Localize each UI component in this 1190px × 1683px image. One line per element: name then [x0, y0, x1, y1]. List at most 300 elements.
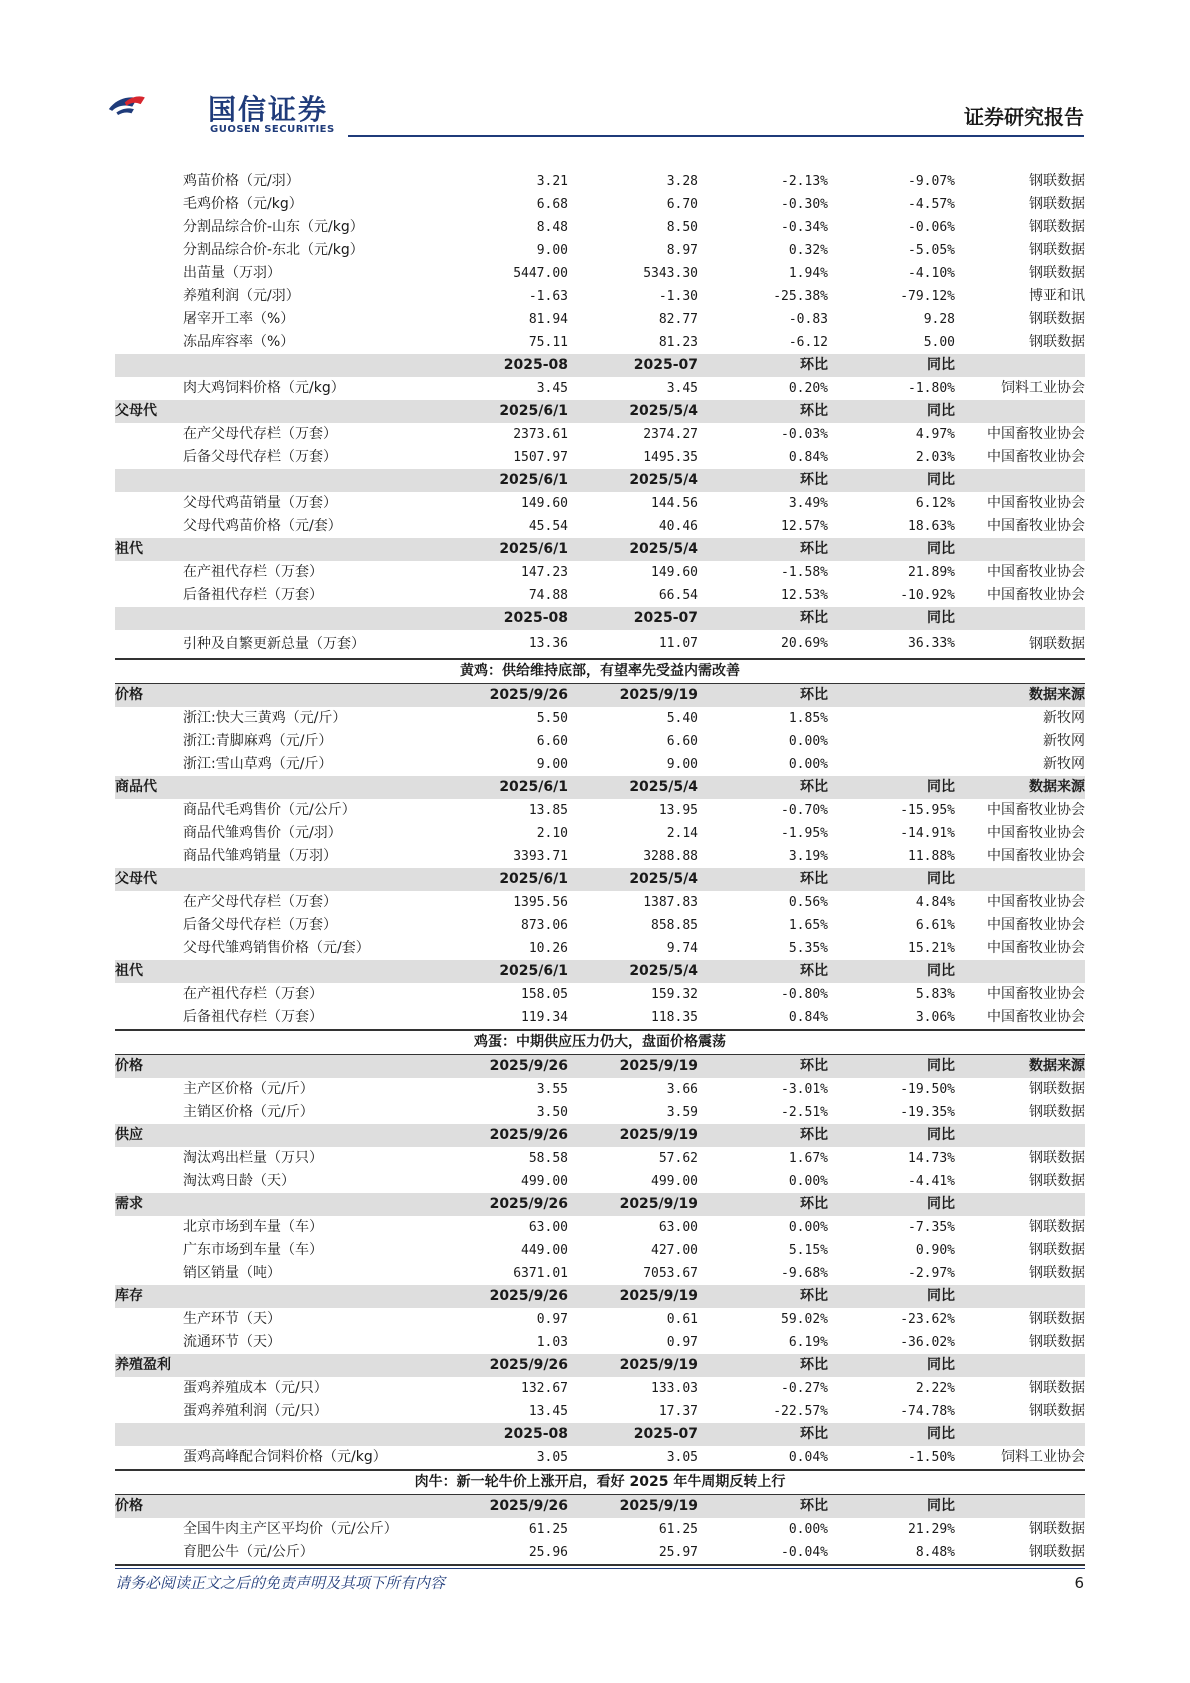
yoy-header: 同比	[828, 1193, 955, 1216]
previous-value: 9.00	[666, 757, 698, 772]
indent-cell	[115, 753, 183, 776]
mom-header: 环比	[698, 868, 828, 891]
source-header: 数据来源	[955, 1055, 1085, 1079]
data-source: 中国畜牧业协会	[987, 894, 1085, 910]
previous-value: 17.37	[658, 1404, 698, 1419]
current-period-header: 2025/6/1	[428, 538, 568, 561]
data-source: 钢联数据	[1029, 1242, 1085, 1258]
column-header-row	[115, 354, 1085, 377]
previous-value: 8.97	[666, 243, 698, 258]
table-row	[115, 630, 1085, 659]
indent-cell	[115, 308, 183, 331]
mom-change: 5.35%	[788, 941, 828, 956]
indicator-label: 后备父母代存栏（万套）	[183, 449, 337, 465]
current-value: 158.05	[521, 987, 568, 1002]
yoy-header: 同比	[828, 400, 955, 423]
data-source: 饲料工业协会	[1001, 1449, 1085, 1465]
yoy-change: -4.57%	[908, 197, 955, 212]
mom-header: 环比	[698, 1423, 828, 1446]
table-row	[115, 799, 1085, 822]
mom-change: 12.57%	[781, 519, 828, 534]
yoy-header: 同比	[828, 469, 955, 492]
column-header-row	[115, 1055, 1085, 1079]
yoy-header: 同比	[828, 1423, 955, 1446]
category-label	[115, 1423, 428, 1446]
indent-cell	[115, 331, 183, 354]
previous-period-header: 2025/5/4	[568, 538, 698, 561]
yoy-change: -19.50%	[900, 1082, 955, 1097]
indent-cell	[115, 515, 183, 538]
previous-value: 3288.88	[643, 849, 698, 864]
indent-cell	[115, 1078, 183, 1101]
table-row	[115, 262, 1085, 285]
category-label: 父母代	[115, 868, 428, 891]
indicator-label: 浙江:快大三黄鸡（元/斤）	[183, 710, 347, 726]
yoy-change: -9.07%	[908, 174, 955, 189]
previous-value: 7053.67	[643, 1266, 698, 1281]
yoy-change: -15.95%	[900, 803, 955, 818]
yoy-change: -7.35%	[908, 1220, 955, 1235]
indicator-label: 出苗量（万羽）	[183, 265, 281, 281]
source-header	[955, 400, 1085, 423]
current-value: 499.00	[521, 1174, 568, 1189]
indicator-label: 父母代雏鸡销售价格（元/套）	[183, 940, 370, 956]
table-row	[115, 1400, 1085, 1423]
current-value: 449.00	[521, 1243, 568, 1258]
previous-value: 2374.27	[643, 427, 698, 442]
mom-header: 环比	[698, 538, 828, 561]
yoy-change: -1.50%	[908, 1450, 955, 1465]
indent-cell	[115, 1101, 183, 1124]
indent-cell	[115, 730, 183, 753]
current-period-header: 2025/6/1	[428, 400, 568, 423]
data-source: 钢联数据	[1029, 1173, 1085, 1189]
previous-value: 3.66	[666, 1082, 698, 1097]
table-row	[115, 170, 1085, 193]
current-value: 75.11	[528, 335, 568, 350]
table-row	[115, 561, 1085, 584]
source-header	[955, 538, 1085, 561]
table-row	[115, 1170, 1085, 1193]
data-source: 钢联数据	[1029, 1334, 1085, 1350]
indicator-label: 父母代鸡苗销量（万套）	[183, 495, 337, 511]
indicator-label: 浙江:青脚麻鸡（元/斤）	[183, 733, 333, 749]
current-value: 9.00	[536, 243, 568, 258]
current-period-header: 2025/9/26	[428, 1193, 568, 1216]
mom-change: 59.02%	[781, 1312, 828, 1327]
mom-change: -0.80%	[781, 987, 828, 1002]
mom-change: 0.84%	[788, 450, 828, 465]
data-source: 中国畜牧业协会	[987, 825, 1085, 841]
indent-cell	[115, 492, 183, 515]
yoy-change: 14.73%	[908, 1151, 955, 1166]
data-source: 新牧网	[1043, 710, 1085, 726]
mom-header: 环比	[698, 960, 828, 983]
previous-value: 5343.30	[643, 266, 698, 281]
indent-cell	[115, 1239, 183, 1262]
current-value: 3.50	[536, 1105, 568, 1120]
yoy-change	[828, 730, 955, 753]
indicator-label: 冻品库容率（%）	[183, 334, 295, 350]
data-source: 钢联数据	[1029, 1380, 1085, 1396]
logo-en-text: GUOSEN SECURITIES	[210, 124, 335, 135]
table-row	[115, 1331, 1085, 1354]
indicator-label: 生产环节（天）	[183, 1311, 281, 1327]
data-source: 中国畜牧业协会	[987, 802, 1085, 818]
mom-change: 3.49%	[788, 496, 828, 511]
yoy-change: -74.78%	[900, 1404, 955, 1419]
current-value: 3.55	[536, 1082, 568, 1097]
indicator-label: 淘汰鸡出栏量（万只）	[183, 1150, 323, 1166]
previous-value: 149.60	[651, 565, 698, 580]
previous-period-header: 2025-07	[568, 607, 698, 630]
indent-cell	[115, 1541, 183, 1565]
yoy-header: 同比	[828, 1055, 955, 1079]
table-body	[115, 170, 1085, 1565]
column-header-row	[115, 400, 1085, 423]
previous-value: 144.56	[651, 496, 698, 511]
current-period-header: 2025/6/1	[428, 960, 568, 983]
source-header	[955, 1423, 1085, 1446]
current-value: 132.67	[521, 1381, 568, 1396]
previous-value: 0.61	[666, 1312, 698, 1327]
current-value: 13.85	[528, 803, 568, 818]
data-source: 中国畜牧业协会	[987, 518, 1085, 534]
data-source: 中国畜牧业协会	[987, 917, 1085, 933]
table-row	[115, 1446, 1085, 1470]
data-source: 钢联数据	[1029, 1104, 1085, 1120]
indent-cell	[115, 1006, 183, 1030]
table-row	[115, 1078, 1085, 1101]
table-row	[115, 423, 1085, 446]
indent-cell	[115, 561, 183, 584]
yoy-change: -4.41%	[908, 1174, 955, 1189]
current-value: 2.10	[536, 826, 568, 841]
current-value: 1507.97	[513, 450, 568, 465]
indicator-label: 主销区价格（元/斤）	[183, 1104, 314, 1120]
indent-cell	[115, 1400, 183, 1423]
data-source: 钢联数据	[1029, 1219, 1085, 1235]
column-header-row	[115, 960, 1085, 983]
mom-change: -0.04%	[698, 1541, 828, 1565]
data-source: 中国畜牧业协会	[987, 1009, 1085, 1025]
current-value: 10.26	[528, 941, 568, 956]
mom-change: -0.70%	[781, 803, 828, 818]
page-number: 6	[1074, 1574, 1084, 1592]
previous-period-header: 2025/9/19	[568, 1495, 698, 1519]
mom-change: -0.83	[788, 312, 828, 327]
indent-cell	[115, 216, 183, 239]
indent-cell	[115, 799, 183, 822]
category-label: 祖代	[115, 538, 428, 561]
data-source: 中国畜牧业协会	[987, 986, 1085, 1002]
current-period-header: 2025/9/26	[428, 1124, 568, 1147]
mom-header: 环比	[698, 684, 828, 708]
indicator-label: 分割品综合价-山东（元/kg）	[183, 219, 364, 235]
indicator-label: 商品代毛鸡售价（元/公斤）	[183, 802, 356, 818]
category-label: 商品代	[115, 776, 428, 799]
previous-value: 5.40	[666, 711, 698, 726]
category-label: 供应	[115, 1124, 428, 1147]
indent-cell	[115, 983, 183, 1006]
previous-period-header: 2025/5/4	[568, 400, 698, 423]
previous-value: 82.77	[658, 312, 698, 327]
table-row	[115, 446, 1085, 469]
previous-value: 3.28	[666, 174, 698, 189]
indent-cell	[115, 1308, 183, 1331]
indent-cell	[115, 446, 183, 469]
current-value: 3.05	[536, 1450, 568, 1465]
source-header	[955, 1354, 1085, 1377]
indent-cell	[115, 1331, 183, 1354]
table-row	[115, 1308, 1085, 1331]
source-header	[955, 1285, 1085, 1308]
data-source: 钢联数据	[1029, 334, 1085, 350]
category-label	[115, 607, 428, 630]
column-header-row	[115, 1495, 1085, 1519]
data-source: 博亚和讯	[1029, 288, 1085, 304]
previous-value: 66.54	[658, 588, 698, 603]
indent-cell	[115, 707, 183, 730]
yoy-header: 同比	[828, 1285, 955, 1308]
current-period-header: 2025-08	[428, 1423, 568, 1446]
previous-period-header: 2025/5/4	[568, 776, 698, 799]
yoy-change: -5.05%	[908, 243, 955, 258]
source-header	[955, 1193, 1085, 1216]
yoy-header: 同比	[828, 1495, 955, 1519]
category-label: 价格	[115, 1055, 428, 1079]
column-header-row	[115, 1285, 1085, 1308]
previous-value: 3.05	[666, 1450, 698, 1465]
indent-cell	[115, 1377, 183, 1400]
mom-change: 6.19%	[788, 1335, 828, 1350]
indent-cell	[115, 937, 183, 960]
yoy-header: 同比	[828, 776, 955, 799]
current-value: 74.88	[528, 588, 568, 603]
current-value: 5.50	[536, 711, 568, 726]
previous-period-header: 2025-07	[568, 354, 698, 377]
data-source: 饲料工业协会	[1001, 380, 1085, 396]
table-row	[115, 937, 1085, 960]
table-row	[115, 1377, 1085, 1400]
current-value: 8.48	[536, 220, 568, 235]
current-period-header: 2025/6/1	[428, 469, 568, 492]
previous-value: 11.07	[658, 636, 698, 651]
category-label: 养殖盈利	[115, 1354, 428, 1377]
mom-change: 1.65%	[788, 918, 828, 933]
current-period-header: 2025/6/1	[428, 868, 568, 891]
yoy-change: 15.21%	[908, 941, 955, 956]
mom-header: 环比	[698, 1354, 828, 1377]
data-source: 钢联数据	[1029, 173, 1085, 189]
previous-value: 3.59	[666, 1105, 698, 1120]
table-row	[115, 891, 1085, 914]
current-value: 13.36	[528, 636, 568, 651]
indent-cell	[115, 914, 183, 937]
indent-cell	[115, 584, 183, 607]
yoy-change: 3.06%	[915, 1010, 955, 1025]
column-header-row	[115, 684, 1085, 708]
yoy-change: 6.12%	[915, 496, 955, 511]
yoy-change: -10.92%	[900, 588, 955, 603]
source-header	[955, 1495, 1085, 1519]
previous-value: 858.85	[651, 918, 698, 933]
previous-value: 2.14	[666, 826, 698, 841]
indent-cell	[115, 1518, 183, 1541]
mom-change: 0.04%	[788, 1450, 828, 1465]
column-header-row	[115, 607, 1085, 630]
mom-header: 环比	[698, 354, 828, 377]
yoy-change: -4.10%	[908, 266, 955, 281]
indicator-label: 全国牛肉主产区平均价（元/公斤）	[183, 1521, 398, 1537]
yoy-change: -23.62%	[900, 1312, 955, 1327]
source-header	[955, 354, 1085, 377]
previous-value: 133.03	[651, 1381, 698, 1396]
previous-value: 9.74	[666, 941, 698, 956]
indent-cell	[115, 1216, 183, 1239]
previous-value: 81.23	[658, 335, 698, 350]
previous-value: 61.25	[658, 1522, 698, 1537]
section-title: 鸡蛋：中期供应压力仍大，盘面价格震荡	[115, 1030, 1085, 1055]
yoy-change: 4.84%	[915, 895, 955, 910]
table-row	[115, 753, 1085, 776]
yoy-change	[828, 707, 955, 730]
current-value: 3393.71	[513, 849, 568, 864]
current-value: 147.23	[521, 565, 568, 580]
table-row	[115, 983, 1085, 1006]
data-source: 钢联数据	[1029, 1403, 1085, 1419]
source-header: 数据来源	[955, 684, 1085, 708]
indicator-label: 流通环节（天）	[183, 1334, 281, 1350]
yoy-header	[828, 684, 955, 708]
current-period-header: 2025/9/26	[428, 1055, 568, 1079]
mom-header: 环比	[698, 400, 828, 423]
mom-header: 环比	[698, 607, 828, 630]
current-period-header: 2025/9/26	[428, 1495, 568, 1519]
category-label: 需求	[115, 1193, 428, 1216]
section-title-row	[115, 659, 1085, 684]
previous-value: -1.30	[658, 289, 698, 304]
previous-value: 8.50	[666, 220, 698, 235]
mom-header: 环比	[698, 1495, 828, 1519]
mom-change: -25.38%	[773, 289, 828, 304]
indicator-label: 分割品综合价-东北（元/kg）	[183, 242, 364, 258]
previous-value: 1495.35	[643, 450, 698, 465]
indicator-label: 毛鸡价格（元/kg）	[183, 196, 303, 212]
mom-change: 3.19%	[788, 849, 828, 864]
previous-value: 427.00	[651, 1243, 698, 1258]
indent-cell	[115, 1147, 183, 1170]
indicator-label: 广东市场到车量（车）	[183, 1242, 323, 1258]
column-header-row	[115, 1124, 1085, 1147]
mom-change: 0.20%	[788, 381, 828, 396]
mom-change: 0.00%	[788, 757, 828, 772]
previous-period-header: 2025/5/4	[568, 960, 698, 983]
indent-cell	[115, 822, 183, 845]
data-source: 中国畜牧业协会	[987, 495, 1085, 511]
table-row	[115, 377, 1085, 400]
previous-value: 1387.83	[643, 895, 698, 910]
data-source: 钢联数据	[1029, 1311, 1085, 1327]
table-row	[115, 845, 1085, 868]
current-value: 0.97	[536, 1312, 568, 1327]
current-period-header: 2025-08	[428, 607, 568, 630]
mom-change: 0.00%	[788, 734, 828, 749]
mom-change: 12.53%	[781, 588, 828, 603]
yoy-change: 21.89%	[908, 565, 955, 580]
table-row	[115, 1262, 1085, 1285]
yoy-header: 同比	[828, 868, 955, 891]
indicator-label: 销区销量（吨）	[183, 1265, 281, 1281]
yoy-change: 2.03%	[915, 450, 955, 465]
guosen-logo-icon	[108, 80, 198, 130]
current-period-header: 2025/9/26	[428, 1354, 568, 1377]
data-source: 中国畜牧业协会	[987, 426, 1085, 442]
indicator-label: 肉大鸡饲料价格（元/kg）	[183, 380, 345, 396]
current-value: 1.03	[536, 1335, 568, 1350]
table-row	[115, 515, 1085, 538]
indicator-label: 在产父母代存栏（万套）	[183, 426, 337, 442]
category-label: 库存	[115, 1285, 428, 1308]
current-value: 3.45	[536, 381, 568, 396]
table-row	[115, 285, 1085, 308]
mom-change: 0.00%	[788, 1522, 828, 1537]
mom-change: 0.00%	[788, 1174, 828, 1189]
indicator-label: 后备祖代存栏（万套）	[183, 587, 323, 603]
current-period-header: 2025/9/26	[428, 1285, 568, 1308]
table-row	[115, 914, 1085, 937]
report-title: 证券研究报告	[964, 105, 1084, 129]
indicator-label: 商品代雏鸡销量（万羽）	[183, 848, 337, 864]
logo-cn-text: 国信证券	[208, 93, 329, 126]
indent-cell	[115, 285, 183, 308]
current-value: 3.21	[536, 174, 568, 189]
indicator-label: 主产区价格（元/斤）	[183, 1081, 314, 1097]
column-header-row	[115, 1354, 1085, 1377]
indent-cell	[115, 891, 183, 914]
indicator-label: 蛋鸡养殖利润（元/只）	[183, 1403, 328, 1419]
data-source: 钢联数据	[1029, 311, 1085, 327]
data-table	[115, 170, 1085, 1566]
current-value: 6.60	[536, 734, 568, 749]
disclaimer-note: 请务必阅读正文之后的免责声明及其项下所有内容	[115, 1574, 446, 1592]
yoy-change: 9.28	[923, 312, 955, 327]
yoy-change: 18.63%	[908, 519, 955, 534]
indent-cell	[115, 845, 183, 868]
previous-period-header: 2025/9/19	[568, 1285, 698, 1308]
indicator-label: 养殖利润（元/羽）	[183, 288, 300, 304]
indent-cell	[115, 239, 183, 262]
current-value: -1.63	[528, 289, 568, 304]
previous-period-header: 2025/5/4	[568, 868, 698, 891]
section-title-row	[115, 1030, 1085, 1055]
table-row	[115, 730, 1085, 753]
current-period-header: 2025-08	[428, 354, 568, 377]
indent-cell	[115, 1170, 183, 1193]
mom-change: -9.68%	[781, 1266, 828, 1281]
yoy-change: -36.02%	[900, 1335, 955, 1350]
previous-value: 0.97	[666, 1335, 698, 1350]
table-row	[115, 1518, 1085, 1541]
data-source: 钢联数据	[1029, 1265, 1085, 1281]
indent-cell	[115, 1446, 183, 1470]
category-label	[115, 354, 428, 377]
mom-change: 1.67%	[788, 1151, 828, 1166]
indent-cell	[115, 170, 183, 193]
mom-change: -0.03%	[781, 427, 828, 442]
data-source: 钢联数据	[1029, 1081, 1085, 1097]
indicator-label: 父母代鸡苗价格（元/套）	[183, 518, 342, 534]
